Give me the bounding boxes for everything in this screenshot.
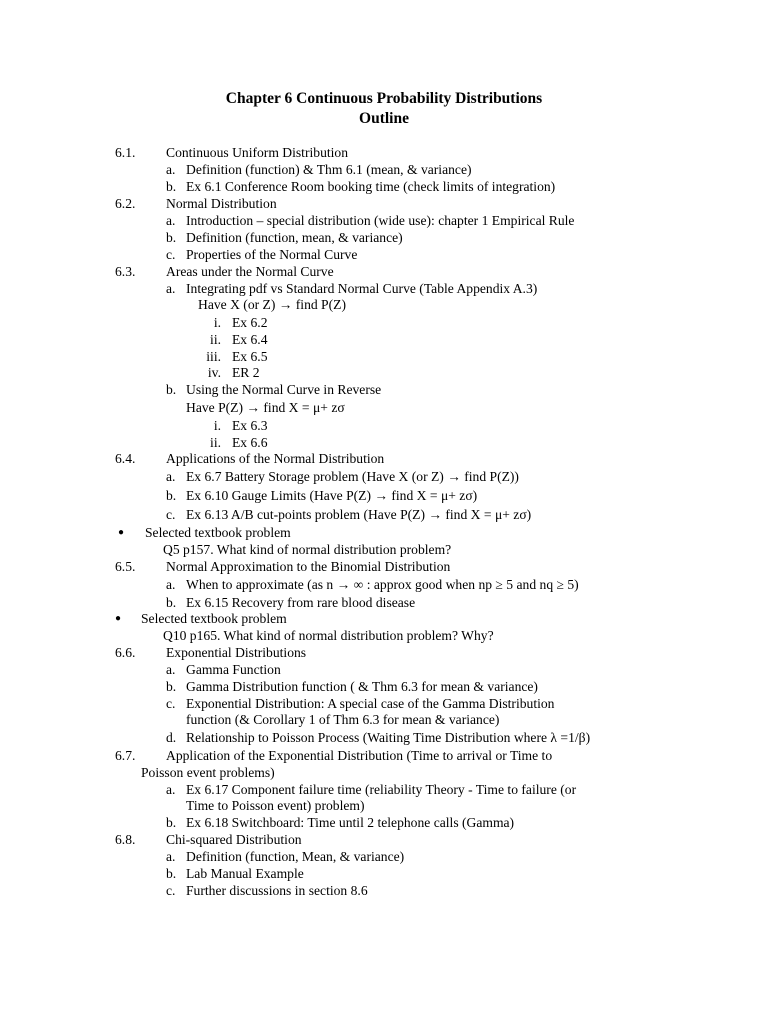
section-number: 6.3. (115, 264, 136, 279)
item-marker: a. (166, 281, 176, 296)
item-text: Ex 6.7 Battery Storage problem (Have X (or Z) → find P(Z)) (186, 469, 519, 484)
section-number: 6.5. (115, 559, 136, 574)
item-text: Definition (function, Mean, & variance) (186, 849, 405, 864)
subitem-text: Ex 6.5 (232, 349, 268, 364)
section-title: Poisson event problems) (141, 765, 275, 780)
item-marker: c. (166, 883, 176, 898)
item-text: Gamma Function (186, 662, 281, 677)
item-marker: b. (166, 679, 177, 694)
bullet-text: Selected textbook problem (141, 611, 287, 626)
item-marker: a. (166, 782, 176, 797)
section-title: Exponential Distributions (166, 645, 307, 660)
item-text: Ex 6.17 Component failure time (reliability Theory - Time to failure (or (186, 782, 577, 797)
item-marker: a. (166, 577, 176, 592)
item-text: Using the Normal Curve in Reverse (186, 382, 382, 397)
item-marker: b. (166, 866, 177, 881)
item-text: Lab Manual Example (186, 866, 304, 881)
note-text: Q10 p165. What kind of normal distribution problem? Why? (163, 628, 494, 643)
section-title: Areas under the Normal Curve (166, 264, 334, 279)
subitem-text: Ex 6.3 (232, 418, 268, 433)
subitem-marker: ii. (210, 332, 221, 347)
document-subtitle: Outline (359, 110, 409, 127)
item-text: Ex 6.18 Switchboard: Time until 2 telephone calls (Gamma) (186, 815, 515, 830)
section-title: Normal Distribution (166, 196, 277, 211)
section-title: Continuous Uniform Distribution (166, 145, 349, 160)
item-marker: c. (166, 247, 176, 262)
subitem-text: Ex 6.4 (232, 332, 268, 347)
item-text: Introduction – special distribution (wide use): chapter 1 Empirical Rule (186, 213, 575, 228)
item-marker: a. (166, 162, 176, 177)
item-marker: b. (166, 230, 177, 245)
note-text: Have P(Z) → find X = μ+ zσ (186, 400, 345, 415)
section-number: 6.7. (115, 748, 136, 763)
item-marker: a. (166, 469, 176, 484)
subitem-marker: ii. (210, 435, 221, 450)
item-text: Definition (function, mean, & variance) (186, 230, 403, 245)
item-marker: b. (166, 488, 177, 503)
item-text: Gamma Distribution function ( & Thm 6.3 for mean & variance) (186, 679, 538, 694)
item-text: Time to Poisson event) problem) (186, 798, 365, 813)
item-marker: c. (166, 696, 176, 711)
section-number: 6.8. (115, 832, 136, 847)
item-marker: d. (166, 730, 177, 745)
note-text: Have X (or Z) → find P(Z) (198, 297, 346, 312)
bullet-text: Selected textbook problem (145, 525, 291, 540)
bullet-icon: ● (118, 527, 125, 538)
item-text: Ex 6.10 Gauge Limits (Have P(Z) → find X = μ+ zσ) (186, 488, 478, 503)
section-number: 6.6. (115, 645, 136, 660)
item-text: Integrating pdf vs Standard Normal Curve (Table Appendix A.3) (186, 281, 538, 296)
section-title: Normal Approximation to the Binomial Distribution (166, 559, 451, 574)
item-marker: a. (166, 849, 176, 864)
item-text: Relationship to Poisson Process (Waiting Time Distribution where λ =1/β) (186, 730, 591, 745)
item-text: Properties of the Normal Curve (186, 247, 358, 262)
document-title: Chapter 6 Continuous Probability Distributions (225, 90, 543, 107)
item-text: Ex 6.15 Recovery from rare blood disease (186, 595, 416, 610)
note-text: Q5 p157. What kind of normal distribution problem? (163, 542, 452, 557)
section-title: Application of the Exponential Distribution (Time to arrival or Time to (166, 748, 553, 763)
section-number: 6.2. (115, 196, 136, 211)
item-marker: b. (166, 815, 177, 830)
subitem-text: ER 2 (232, 365, 260, 380)
section-number: 6.4. (115, 451, 136, 466)
subitem-marker: iii. (206, 349, 221, 364)
subitem-marker: i. (213, 315, 221, 330)
item-marker: b. (166, 179, 177, 194)
section-number: 6.1. (115, 145, 136, 160)
section-title: Chi-squared Distribution (166, 832, 302, 847)
item-text: Exponential Distribution: A special case of the Gamma Distribution (186, 696, 555, 711)
subitem-marker: i. (213, 418, 221, 433)
section-title: Applications of the Normal Distribution (166, 451, 385, 466)
item-text: Ex 6.1 Conference Room booking time (check limits of integration) (186, 179, 556, 194)
item-text: Ex 6.13 A/B cut-points problem (Have P(Z) → find X = μ+ zσ) (186, 507, 532, 522)
item-text: Further discussions in section 8.6 (186, 883, 368, 898)
subitem-text: Ex 6.2 (232, 315, 268, 330)
subitem-marker: iv. (207, 365, 221, 380)
item-marker: c. (166, 507, 176, 522)
item-marker: b. (166, 595, 177, 610)
subitem-text: Ex 6.6 (232, 435, 268, 450)
item-marker: a. (166, 213, 176, 228)
item-text: When to approximate (as n → ∞ : approx good when np ≥ 5 and nq ≥ 5) (186, 577, 579, 592)
item-text: function (& Corollary 1 of Thm 6.3 for mean & variance) (186, 712, 500, 727)
item-text: Definition (function) & Thm 6.1 (mean, & variance) (186, 162, 472, 177)
bullet-icon: ● (115, 613, 122, 624)
item-marker: b. (166, 382, 177, 397)
item-marker: a. (166, 662, 176, 677)
